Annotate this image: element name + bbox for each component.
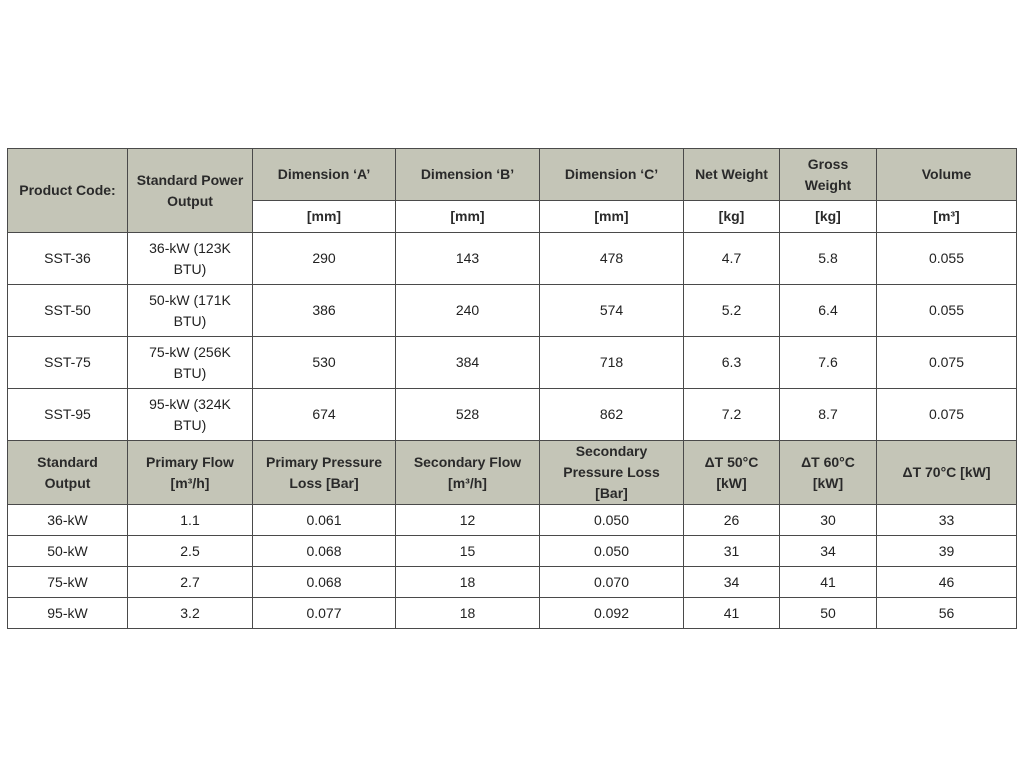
cell-secondary-pressure-loss: 0.070 [540,567,684,598]
cell-standard-output: 50-kW [8,536,128,567]
cell-dimension-c: 862 [540,389,684,441]
cell-power-output: 95-kW (324K BTU) [128,389,253,441]
cell-primary-pressure-loss: 0.068 [253,567,396,598]
cell-primary-flow: 2.7 [128,567,253,598]
cell-secondary-pressure-loss: 0.050 [540,505,684,536]
table-row [8,285,1017,337]
table-row [8,389,1017,441]
cell-gross-weight: 5.8 [780,233,877,285]
header-secondary-flow: Secondary Flow [m³/h] [396,441,540,505]
cell-secondary-pressure-loss: 0.092 [540,598,684,629]
unit-net-weight: [kg] [684,201,780,233]
cell-primary-flow: 3.2 [128,598,253,629]
cell-dt50: 26 [684,505,780,536]
cell-dt60: 30 [780,505,877,536]
table-row [8,505,1017,536]
cell-dimension-a: 386 [253,285,396,337]
cell-volume: 0.055 [877,233,1017,285]
cell-volume: 0.055 [877,285,1017,337]
cell-product-code: SST-75 [8,337,128,389]
cell-dimension-a: 290 [253,233,396,285]
unit-dimension-c: [mm] [540,201,684,233]
cell-dt70: 33 [877,505,1017,536]
cell-power-output: 50-kW (171K BTU) [128,285,253,337]
unit-dimension-b: [mm] [396,201,540,233]
cell-net-weight: 7.2 [684,389,780,441]
header-volume: Volume [877,149,1017,201]
cell-dimension-b: 143 [396,233,540,285]
table-row [8,536,1017,567]
cell-net-weight: 6.3 [684,337,780,389]
cell-dimension-c: 718 [540,337,684,389]
cell-secondary-pressure-loss: 0.050 [540,536,684,567]
cell-primary-flow: 1.1 [128,505,253,536]
cell-product-code: SST-36 [8,233,128,285]
header-secondary-pressure-loss: Secondary Pressure Loss [Bar] [540,441,684,505]
cell-net-weight: 4.7 [684,233,780,285]
header-dimension-b: Dimension ‘B’ [396,149,540,201]
unit-volume: [m³] [877,201,1017,233]
cell-net-weight: 5.2 [684,285,780,337]
table-row [8,337,1017,389]
cell-standard-output: 75-kW [8,567,128,598]
cell-dt50: 31 [684,536,780,567]
header-primary-flow: Primary Flow [m³/h] [128,441,253,505]
table-row [8,598,1017,629]
table-row [8,567,1017,598]
cell-primary-pressure-loss: 0.068 [253,536,396,567]
cell-dt60: 41 [780,567,877,598]
cell-power-output: 36-kW (123K BTU) [128,233,253,285]
cell-dt70: 39 [877,536,1017,567]
cell-dt70: 56 [877,598,1017,629]
cell-gross-weight: 6.4 [780,285,877,337]
cell-primary-pressure-loss: 0.077 [253,598,396,629]
cell-gross-weight: 8.7 [780,389,877,441]
cell-product-code: SST-95 [8,389,128,441]
cell-dt70: 46 [877,567,1017,598]
cell-dimension-a: 674 [253,389,396,441]
cell-dimension-b: 384 [396,337,540,389]
cell-secondary-flow: 15 [396,536,540,567]
header-dt60: ΔT 60°C [kW] [780,441,877,505]
cell-primary-pressure-loss: 0.061 [253,505,396,536]
cell-volume: 0.075 [877,389,1017,441]
cell-dt60: 34 [780,536,877,567]
cell-volume: 0.075 [877,337,1017,389]
cell-dimension-c: 574 [540,285,684,337]
cell-dt50: 41 [684,598,780,629]
header-dt50: ΔT 50°C [kW] [684,441,780,505]
cell-dimension-c: 478 [540,233,684,285]
header-primary-pressure-loss: Primary Pressure Loss [Bar] [253,441,396,505]
cell-secondary-flow: 18 [396,567,540,598]
dimensions-header-row [8,149,1017,201]
header-dimension-c: Dimension ‘C’ [540,149,684,201]
cell-dt60: 50 [780,598,877,629]
header-gross-weight: Gross Weight [780,149,877,201]
header-standard-power-output: Standard Power Output [128,149,253,233]
cell-power-output: 75-kW (256K BTU) [128,337,253,389]
cell-secondary-flow: 18 [396,598,540,629]
cell-primary-flow: 2.5 [128,536,253,567]
performance-header-row [8,441,1017,505]
table-row [8,233,1017,285]
unit-dimension-a: [mm] [253,201,396,233]
cell-dimension-a: 530 [253,337,396,389]
header-standard-output: Standard Output [8,441,128,505]
cell-standard-output: 95-kW [8,598,128,629]
header-net-weight: Net Weight [684,149,780,201]
cell-dt50: 34 [684,567,780,598]
header-dt70: ΔT 70°C [kW] [877,441,1017,505]
cell-standard-output: 36-kW [8,505,128,536]
specifications-table [7,148,1017,629]
cell-gross-weight: 7.6 [780,337,877,389]
cell-secondary-flow: 12 [396,505,540,536]
unit-gross-weight: [kg] [780,201,877,233]
cell-dimension-b: 528 [396,389,540,441]
header-product-code: Product Code: [8,149,128,233]
cell-dimension-b: 240 [396,285,540,337]
header-dimension-a: Dimension ‘A’ [253,149,396,201]
cell-product-code: SST-50 [8,285,128,337]
